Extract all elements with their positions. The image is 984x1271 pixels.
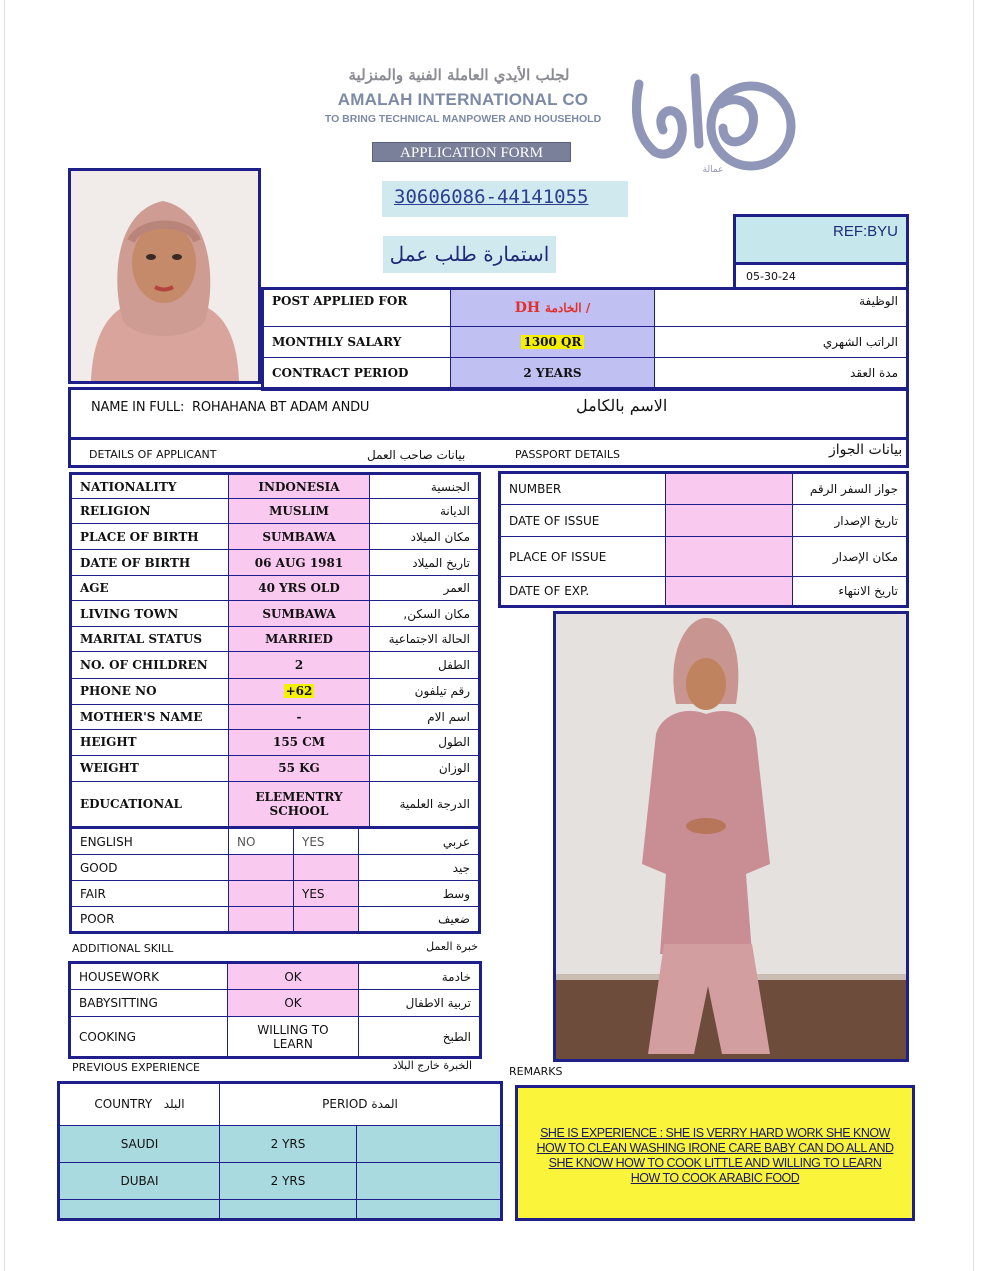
lang-fair-label: FAIR: [71, 881, 229, 907]
passport-number-ar: جواز السفر الرقم: [793, 473, 908, 505]
salary-value: [451, 327, 655, 358]
dob-value: 06 AUG 1981: [229, 550, 370, 576]
exp-country-1: SAUDI: [59, 1125, 220, 1162]
experience-title-ar: الخبرة خارج البلاد: [392, 1059, 472, 1072]
religion-value: MUSLIM: [229, 499, 370, 524]
experience-title: PREVIOUS EXPERIENCE: [72, 1061, 200, 1074]
experience-table: [57, 1081, 503, 1221]
lang-fair-ar: وسط: [359, 881, 480, 907]
full-name-value: ROHAHANA BT ADAM ANDU: [192, 400, 370, 415]
passport-details-ar: بيانات الجواز: [829, 442, 903, 458]
full-body-photo: [553, 611, 909, 1062]
lang-good-ar: جيد: [359, 855, 480, 881]
height-ar: الطول: [370, 729, 480, 755]
passport-number-label: NUMBER: [500, 473, 666, 505]
nationality-value: INDONESIA: [229, 474, 370, 499]
issue-place-value: [666, 537, 793, 577]
salary-amount: 1300 QR: [523, 335, 582, 349]
skill-cooking-ar: الطبخ: [359, 1017, 481, 1058]
lang-english-label: ENGLISH: [71, 829, 229, 855]
remarks-text: SHE IS EXPERIENCE : SHE IS VERRY HARD WORK SHE KNOW HOW TO CLEAN WASHING IRONE CARE BABY CAN DO ALL AND SHE KNOW HOW TO COOK LITTLE AND WILLING TO LEARN HOW TO COOK ARABIC FOOD: [536, 1126, 894, 1185]
living-town-ar: مكان السكن,: [370, 601, 480, 627]
lang-poor-b: [294, 907, 359, 933]
height-label: HEIGHT: [71, 729, 229, 755]
full-name-field: [91, 400, 369, 415]
reference-date: 05-30-24: [736, 262, 906, 291]
phone-ar: رقم تيلفون: [370, 678, 480, 704]
applicant-details-label: DETAILS OF APPLICANT: [89, 448, 217, 461]
skill-housework-label: HOUSEWORK: [70, 963, 228, 990]
age-label: AGE: [71, 576, 229, 601]
nationality-ar: الجنسية: [370, 474, 480, 499]
salary-ar: الراتب الشهري: [655, 327, 908, 358]
company-logo: [625, 64, 801, 176]
post-table: [261, 287, 909, 391]
application-code: 30606086-44141055: [382, 181, 628, 217]
mother-value: -: [229, 704, 370, 729]
skill-title-ar: خبرة العمل: [426, 940, 478, 953]
country-header: [59, 1083, 220, 1126]
exp-country-3: [59, 1199, 220, 1219]
lang-fair-a: [229, 881, 294, 907]
issue-date-label: DATE OF ISSUE: [500, 505, 666, 537]
post-applied-value: [451, 289, 655, 327]
expiry-ar: تاريخ الانتهاء: [793, 577, 908, 607]
issue-place-label: PLACE OF ISSUE: [500, 537, 666, 577]
salary-label: MONTHLY SALARY: [263, 327, 451, 358]
company-subtitle: TO BRING TECHNICAL MANPOWER AND HOUSEHOLD: [324, 113, 602, 125]
company-arabic-title: لجلب الأيدي العاملة الفنية والمنزلية: [348, 66, 570, 84]
exp-period-2: 2 YRS: [220, 1162, 357, 1199]
exp-extra-3: [357, 1199, 502, 1219]
form-title-arabic: استمارة طلب عمل: [383, 236, 556, 273]
expiry-value: [666, 577, 793, 607]
living-town-value: SUMBAWA: [229, 601, 370, 627]
birthplace-label: PLACE OF BIRTH: [71, 524, 229, 550]
skill-babysitting-label: BABYSITTING: [70, 990, 228, 1017]
phone-number: +62: [285, 684, 313, 699]
post-applied-ar: الوظيفة: [655, 289, 908, 327]
nationality-label: NATIONALITY: [71, 474, 229, 499]
exp-period-1: 2 YRS: [220, 1125, 357, 1162]
lang-english-b: YES: [294, 829, 359, 855]
height-value: 155 CM: [229, 729, 370, 755]
issue-date-ar: تاريخ الإصدار: [793, 505, 908, 537]
lang-english-ar: عربي: [359, 829, 480, 855]
exp-country-2: DUBAI: [59, 1162, 220, 1199]
logo-text: عمالة: [702, 165, 724, 175]
skill-housework-ar: خادمة: [359, 963, 481, 990]
birthplace-ar: مكان الميلاد: [370, 524, 480, 550]
exp-extra-1: [357, 1125, 502, 1162]
remarks-box: [515, 1085, 915, 1221]
applicant-table: [69, 472, 481, 829]
living-town-label: LIVING TOWN: [71, 601, 229, 627]
marital-label: MARITAL STATUS: [71, 627, 229, 652]
dob-ar: تاريخ الميلاد: [370, 550, 480, 576]
lang-good-b: [294, 855, 359, 881]
reference-box: [733, 214, 909, 290]
country-header-label: COUNTRY: [94, 1097, 153, 1112]
passport-details-label: PASSPORT DETAILS: [515, 448, 620, 461]
children-value: 2: [229, 652, 370, 678]
mother-label: MOTHER'S NAME: [71, 704, 229, 729]
marital-value: MARRIED: [229, 627, 370, 652]
skill-housework-value: OK: [228, 963, 359, 990]
reference-code: REF:BYU: [832, 223, 898, 240]
phone-label: PHONE NO: [71, 678, 229, 704]
dob-label: DATE OF BIRTH: [71, 550, 229, 576]
lang-poor-a: [229, 907, 294, 933]
post-applied-label: POST APPLIED FOR: [263, 289, 451, 327]
full-name-label: NAME IN FULL:: [91, 400, 185, 415]
weight-label: WEIGHT: [71, 755, 229, 781]
lang-good-a: [229, 855, 294, 881]
skill-cooking-value: WILLING TO LEARN: [228, 1017, 359, 1058]
exp-period-3: [220, 1199, 357, 1219]
full-name-box: [68, 387, 909, 437]
education-ar: الدرجة العلمية: [370, 781, 480, 827]
children-label: NO. OF CHILDREN: [71, 652, 229, 678]
age-value: 40 YRS OLD: [229, 576, 370, 601]
phone-value: [229, 678, 370, 704]
expiry-label: DATE OF EXP.: [500, 577, 666, 607]
skills-table: [68, 961, 482, 1059]
language-table: [69, 828, 481, 934]
issue-place-ar: مكان الإصدار: [793, 537, 908, 577]
details-strip: [68, 437, 909, 468]
skill-title: ADDITIONAL SKILL: [72, 942, 174, 955]
period-header-ar: المدة: [371, 1097, 398, 1112]
skill-babysitting-ar: تربية الاطفال: [359, 990, 481, 1017]
birthplace-value: SUMBAWA: [229, 524, 370, 550]
contract-value: 2 YEARS: [451, 358, 655, 390]
company-name: AMALAH INTERNATIONAL CO: [337, 90, 589, 109]
full-name-ar: الاسم بالكامل: [576, 396, 668, 415]
issue-date-value: [666, 505, 793, 537]
passport-table: [498, 471, 909, 608]
country-header-ar: البلد: [163, 1097, 185, 1112]
skill-babysitting-value: OK: [228, 990, 359, 1017]
education-value: ELEMENTRY SCHOOL: [229, 781, 370, 827]
post-en: DH: [514, 300, 541, 316]
weight-value: 55 KG: [229, 755, 370, 781]
period-header-label: PERIOD: [322, 1097, 368, 1112]
lang-fair-b: YES: [294, 881, 359, 907]
contract-label: CONTRACT PERIOD: [263, 358, 451, 390]
lang-english-a: NO: [229, 829, 294, 855]
education-label: EDUCATIONAL: [71, 781, 229, 827]
application-form-label: APPLICATION FORM: [372, 142, 571, 162]
exp-extra-2: [357, 1162, 502, 1199]
passport-number-value: [666, 473, 793, 505]
marital-ar: الحالة الاجتماعية: [370, 627, 480, 652]
post-ar: الخادمة /: [545, 301, 591, 315]
religion-ar: الديانة: [370, 499, 480, 524]
children-ar: الطفل: [370, 652, 480, 678]
mother-ar: اسم الام: [370, 704, 480, 729]
weight-ar: الوزان: [370, 755, 480, 781]
lang-poor-ar: ضعيف: [359, 907, 480, 933]
religion-label: RELIGION: [71, 499, 229, 524]
portrait-photo: [68, 168, 261, 384]
lang-good-label: GOOD: [71, 855, 229, 881]
age-ar: العمر: [370, 576, 480, 601]
skill-cooking-label: COOKING: [70, 1017, 228, 1058]
lang-poor-label: POOR: [71, 907, 229, 933]
remarks-title: REMARKS: [509, 1065, 563, 1078]
contract-ar: مدة العقد: [655, 358, 908, 390]
applicant-details-ar: بيانات صاحب العمل: [367, 448, 466, 462]
period-header: [220, 1083, 502, 1126]
